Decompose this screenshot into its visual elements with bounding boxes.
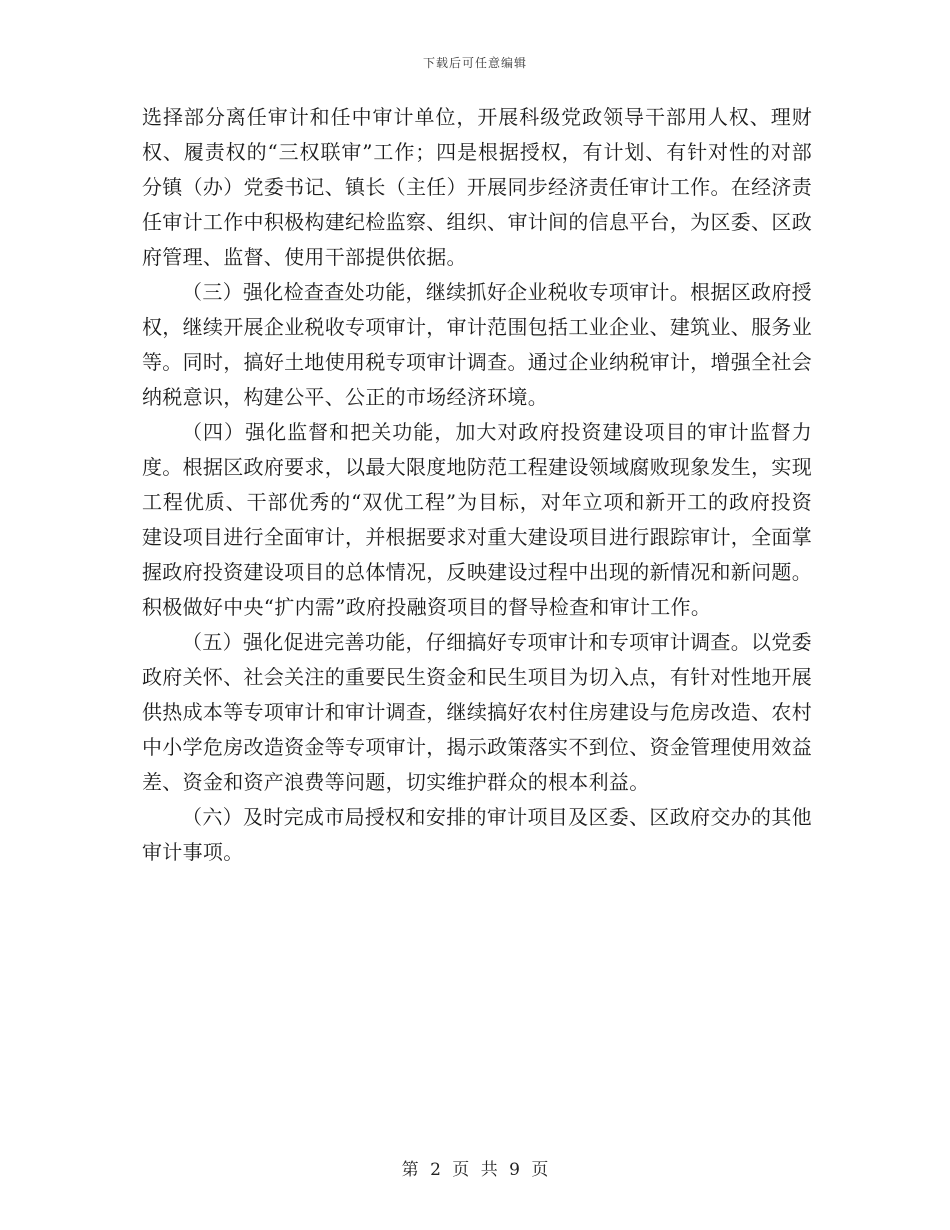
page-header: 下载后可任意编辑 [422,56,527,70]
document-body [142,100,812,870]
page-footer: 第 2 页 共 9 页 [401,1160,549,1180]
paragraph-section-6: （六）及时完成市局授权和安排的审计项目及区委、区政府交办的其他审计事项。 [142,805,812,864]
paragraph-section-5: （五）强化促进完善功能，仔细搞好专项审计和专项审计调查。以党委政府关怀、社会关注的重要民生资金和民生项目为切入点，有针对性地开展供热成本等专项审计和审计调查，继续搞好农村住房建设与危房改造、农村中小学危房改造资金等专项审计，揭示政策落实不到位、资金管理使用效益差、资金和资产浪费等问题，切实维护群众的根本利益。 [142,630,812,794]
paragraph-section-3: （三）强化检查查处功能，继续抓好企业税收专项审计。根据区政府授权，继续开展企业税收专项审计，审计范围包括工业企业、建筑业、服务业等。同时，搞好土地使用税专项审计调查。通过企业纳税审计，增强全社会纳税意识，构建公平、公正的市场经济环境。 [142,280,812,409]
paragraph-section-4: （四）强化监督和把关功能，加大对政府投资建设项目的审计监督力度。根据区政府要求，以最大限度地防范工程建设领域腐败现象发生，实现工程优质、干部优秀的“双优工程”为目标，对年立项和新开工的政府投资建设项目进行全面审计，并根据要求对重大建设项目进行跟踪审计，全面掌握政府投资建设项目的总体情况，反映建设过程中出现的新情况和新问题。积极做好中央“扩内需”政府投融资项目的督导检查和审计工作。 [142,420,812,619]
paragraph-continuation: 选择部分离任审计和任中审计单位，开展科级党政领导干部用人权、理财权、履责权的“三权联审”工作；四是根据授权，有计划、有针对性的对部分镇（办）党委书记、镇长（主任）开展同步经济责任审计工作。在经济责任审计工作中积极构建纪检监察、组织、审计间的信息平台，为区委、区政府管理、监督、使用干部提供依据。 [142,105,812,269]
